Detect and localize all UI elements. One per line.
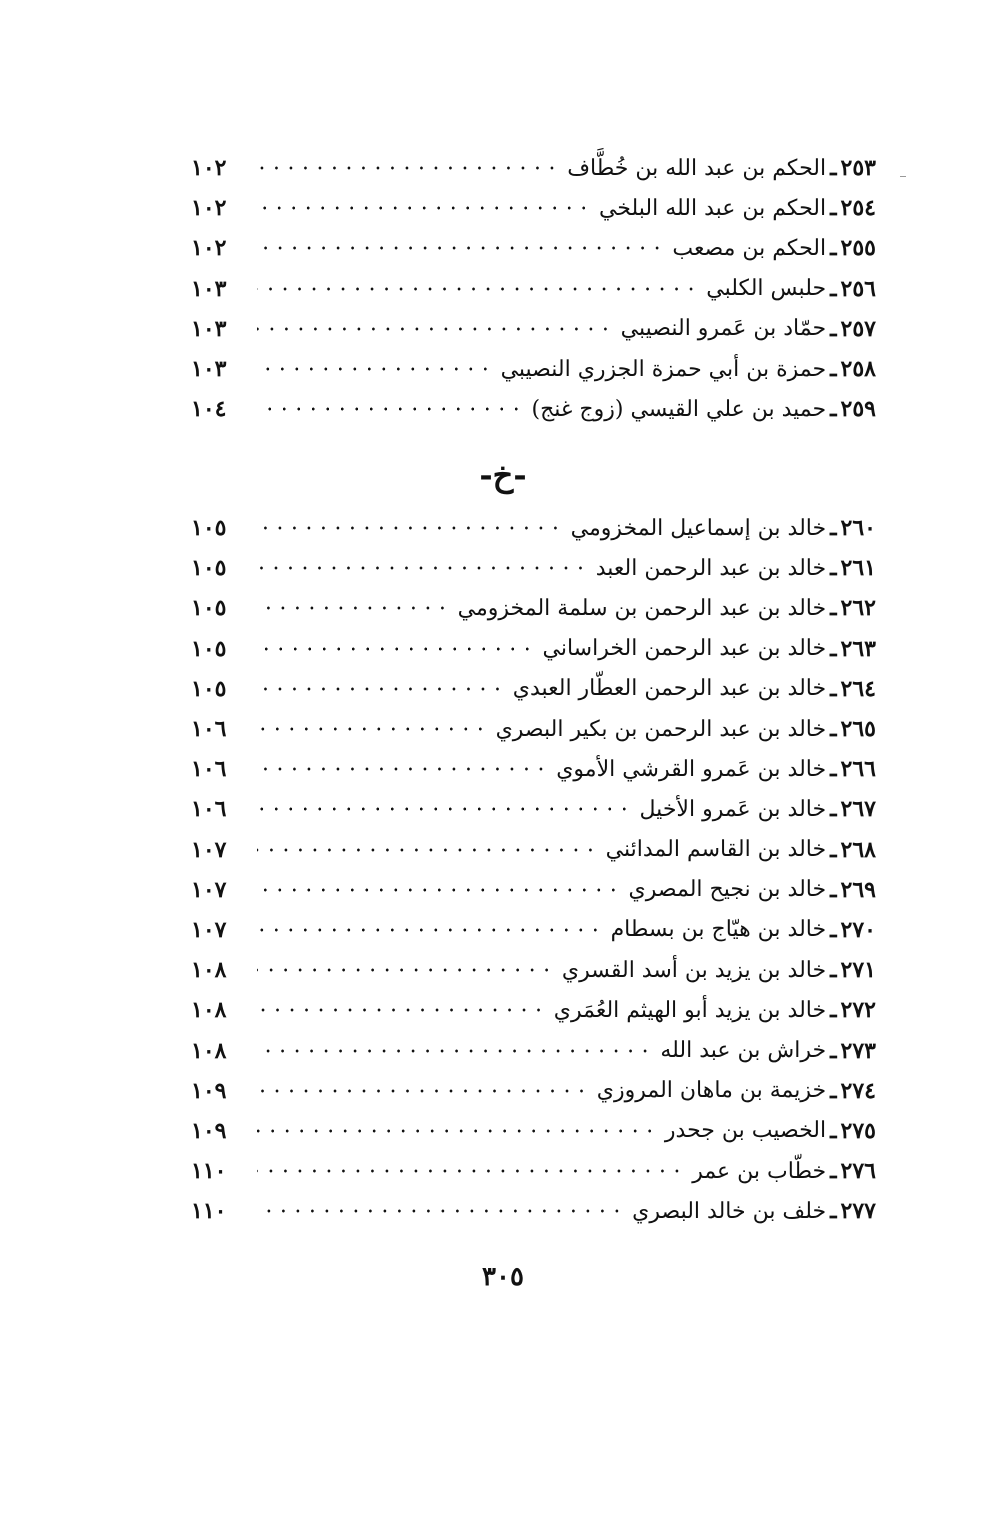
entry-page: ١٠٩	[191, 1117, 227, 1144]
entry-name: الحكم بن مصعب	[672, 235, 827, 261]
entry-name: خالد بن يزيد أبو الهيثم العُمَري	[553, 997, 827, 1023]
dot-leader	[257, 1080, 589, 1102]
toc-entry: ٢٦٣ ـ خالد بن عبد الرحمن الخراساني ١٠٥	[191, 635, 876, 662]
toc-entry: ٢٦٢ ـ خالد بن عبد الرحمن بن سلمة المخزومي ١٠٥	[191, 595, 876, 622]
toc-entry: ٢٥٧ ـ حمّاد بن عَمرو النصيبي ١٠٣	[191, 315, 876, 342]
toc-entry: ٢٥٨ ـ حمزة بن أبي حمزة الجزري النصيبي ١٠٣	[191, 356, 876, 383]
entry-number: ٢٧٤	[840, 1077, 876, 1104]
toc-entry: ٢٦٥ ـ خالد بن عبد الرحمن بن بكير البصري ١٠٦	[191, 716, 876, 743]
entry-number: ٢٦٥	[840, 716, 876, 743]
dot-leader	[257, 1040, 652, 1062]
entry-name: خالد بن عبد الرحمن العبد	[595, 555, 827, 581]
entry-page: ١٠٣	[191, 275, 227, 302]
entry-number: ٢٦١	[840, 555, 876, 582]
dot-leader	[257, 718, 488, 740]
entry-name: حلبس الكلبي	[706, 276, 827, 302]
toc-entry: ٢٦٠ ـ خالد بن إسماعيل المخزومي ١٠٥	[191, 515, 876, 542]
entry-page: ١٠٩	[191, 1077, 227, 1104]
toc-entry: ٢٧٦ ـ خطّاب بن عمر ١١٠	[191, 1158, 876, 1185]
toc-entry: ٢٦٦ ـ خالد بن عَمرو القرشي الأموي ١٠٦	[191, 756, 876, 783]
entry-page: ١٠٥	[191, 675, 227, 702]
entry-page: ١٠٧	[191, 876, 227, 903]
entry-name: حمزة بن أبي حمزة الجزري النصيبي	[500, 356, 827, 382]
entry-name: خراش بن عبد الله	[660, 1038, 827, 1064]
dot-leader	[257, 1160, 684, 1182]
entry-number: ٢٦٠	[840, 515, 876, 542]
dot-leader	[257, 197, 591, 219]
entry-name: خالد بن عبد الرحمن العطّار العبدي	[512, 676, 827, 702]
dot-leader	[257, 398, 524, 420]
toc-entry: ٢٥٣ ـ الحكم بن عبد الله بن خُطَّاف ١٠٢	[191, 155, 876, 182]
dot-leader	[257, 758, 548, 780]
entry-name: حميد بن علي القيسي (زوج غنج)	[531, 396, 827, 422]
entry-number: ٢٥٣	[840, 155, 876, 182]
entry-page: ١٠٨	[191, 997, 227, 1024]
page-number: ٣٠٥	[482, 1262, 524, 1292]
entry-name: خطّاب بن عمر	[692, 1158, 827, 1184]
entry-name: خالد بن عَمرو القرشي الأموي	[556, 756, 827, 782]
toc-entry: ٢٧٢ ـ خالد بن يزيد أبو الهيثم العُمَري ١٠٨	[191, 997, 876, 1024]
entry-page: ١٠٦	[191, 716, 227, 743]
entry-name: خالد بن عبد الرحمن بن سلمة المخزومي	[457, 595, 827, 621]
entry-number: ٢٦٦	[840, 756, 876, 783]
dot-leader	[257, 1200, 624, 1222]
entry-page: ١٠٨	[191, 1037, 227, 1064]
entry-page: ١٠٥	[191, 515, 227, 542]
entry-page: ١٠٥	[191, 595, 227, 622]
entry-page: ١٠٢	[191, 235, 227, 262]
entry-number: ٢٥٩	[840, 396, 876, 423]
entry-name: خالد بن عبد الرحمن الخراساني	[542, 636, 827, 662]
entry-number: ٢٧٧	[840, 1198, 876, 1225]
entry-number: ٢٦٢	[840, 595, 876, 622]
toc-entry: ٢٧٠ ـ خالد بن هيّاج بن بسطام ١٠٧	[191, 916, 876, 943]
entry-number: ٢٥٦	[840, 275, 876, 302]
dot-leader	[257, 638, 535, 660]
entry-name: خالد بن هيّاج بن بسطام	[610, 917, 827, 943]
entry-page: ١٠٦	[191, 796, 227, 823]
dot-leader	[257, 678, 505, 700]
toc-entry: ٢٥٥ ـ الحكم بن مصعب ١٠٢	[191, 235, 876, 262]
entry-number: ٢٧٣	[840, 1037, 876, 1064]
toc-entry: ٢٧٤ ـ خزيمة بن ماهان المروزي ١٠٩	[191, 1077, 876, 1104]
entry-number: ٢٦٣	[840, 635, 876, 662]
toc-entry: ٢٦٩ ـ خالد بن نجيح المصري ١٠٧	[191, 876, 876, 903]
entry-number: ٢٧٥	[840, 1117, 876, 1144]
toc-entry: ٢٥٩ ـ حميد بن علي القيسي (زوج غنج) ١٠٤	[191, 396, 876, 423]
entry-page: ١٠٣	[191, 315, 227, 342]
toc-entry: ٢٥٤ ـ الحكم بن عبد الله البلخي ١٠٢	[191, 195, 876, 222]
entry-number: ٢٦٧	[840, 796, 876, 823]
entry-page: ١١٠	[191, 1158, 227, 1185]
dot-leader	[257, 919, 603, 941]
entry-number: ٢٧٠	[840, 916, 876, 943]
section-heading: -خ-	[479, 456, 527, 494]
dot-leader	[257, 798, 632, 820]
toc-entry: ٢٦٨ ـ خالد بن القاسم المدائني ١٠٧	[191, 836, 876, 863]
margin-mark	[900, 176, 906, 177]
entry-name: خالد بن نجيح المصري	[628, 877, 827, 903]
entry-page: ١٠٢	[191, 195, 227, 222]
toc-entry: ٢٧٣ ـ خراش بن عبد الله ١٠٨	[191, 1037, 876, 1064]
dot-leader	[257, 318, 613, 340]
entry-number: ٢٥٨	[840, 356, 876, 383]
entry-number: ٢٧١	[840, 957, 876, 984]
dot-leader	[257, 999, 546, 1021]
entry-name: الحكم بن عبد الله بن خُطَّاف	[567, 155, 827, 181]
entry-number: ٢٥٤	[840, 195, 876, 222]
entry-name: خالد بن عَمرو الأخيل	[639, 796, 827, 822]
entry-number: ٢٦٤	[840, 675, 876, 702]
entry-number: ٢٧٢	[840, 997, 876, 1024]
entry-page: ١٠٦	[191, 756, 227, 783]
entry-name: خالد بن القاسم المدائني	[605, 837, 827, 863]
dot-leader	[257, 839, 598, 861]
toc-entry: ٢٧١ ـ خالد بن يزيد بن أسد القسري ١٠٨	[191, 957, 876, 984]
dot-leader	[257, 157, 559, 179]
dot-leader	[257, 879, 621, 901]
toc-entry: ٢٦١ ـ خالد بن عبد الرحمن العبد ١٠٥	[191, 555, 876, 582]
entry-page: ١٠٥	[191, 635, 227, 662]
entry-name: حمّاد بن عَمرو النصيبي	[620, 316, 827, 342]
entry-name: خزيمة بن ماهان المروزي	[596, 1078, 827, 1104]
entry-number: ٢٧٦	[840, 1158, 876, 1185]
entry-name: الخصيب بن جحدر	[664, 1118, 827, 1144]
entry-page: ١٠٧	[191, 836, 227, 863]
dot-leader	[257, 237, 664, 259]
toc-entry: ٢٥٦ ـ حلبس الكلبي ١٠٣	[191, 275, 876, 302]
dot-leader	[257, 278, 698, 300]
entry-number: ٢٥٧	[840, 315, 876, 342]
entry-page: ١٠٧	[191, 916, 227, 943]
entry-page: ١٠٥	[191, 555, 227, 582]
entry-name: خالد بن إسماعيل المخزومي	[570, 515, 827, 541]
toc-list-after	[191, 508, 876, 1231]
entry-number: ٢٥٥	[840, 235, 876, 262]
toc-entry: ٢٧٥ ـ الخصيب بن جحدر ١٠٩	[191, 1117, 876, 1144]
entry-number: ٢٦٩	[840, 876, 876, 903]
dot-leader	[257, 1120, 657, 1142]
entry-name: خلف بن خالد البصري	[632, 1198, 827, 1224]
entry-number: ٢٦٨	[840, 836, 876, 863]
entry-name: خالد بن عبد الرحمن بن بكير البصري	[495, 716, 827, 742]
entry-page: ١٠٢	[191, 155, 227, 182]
toc-entry: ٢٦٤ ـ خالد بن عبد الرحمن العطّار العبدي ١٠٥	[191, 675, 876, 702]
dot-leader	[257, 358, 493, 380]
entry-name: خالد بن يزيد بن أسد القسري	[561, 957, 827, 983]
dot-leader	[257, 557, 588, 579]
entry-page: ١٠٤	[191, 396, 227, 423]
entry-page: ١١٠	[191, 1198, 227, 1225]
toc-list-before	[191, 148, 876, 429]
entry-page: ١٠٨	[191, 957, 227, 984]
entry-name: الحكم بن عبد الله البلخي	[598, 195, 827, 221]
toc-entry: ٢٦٧ ـ خالد بن عَمرو الأخيل ١٠٦	[191, 796, 876, 823]
dot-leader	[257, 959, 554, 981]
toc-entry: ٢٧٧ ـ خلف بن خالد البصري ١١٠	[191, 1198, 876, 1225]
dot-leader	[257, 517, 563, 539]
entry-page: ١٠٣	[191, 356, 227, 383]
dot-leader	[257, 597, 450, 619]
